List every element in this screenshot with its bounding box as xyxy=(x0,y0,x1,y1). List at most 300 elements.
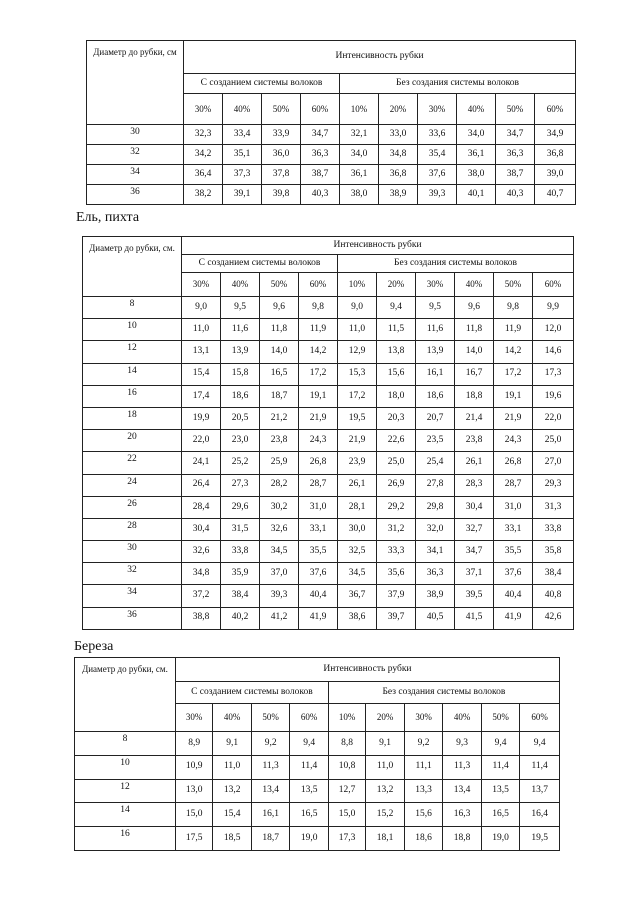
table-row xyxy=(75,803,560,827)
table-row xyxy=(83,452,574,474)
percent-with-header: 30% xyxy=(184,94,223,125)
value-cell: 35,5 xyxy=(494,541,533,563)
value-cell: 17,4 xyxy=(182,385,221,407)
value-cell: 14,0 xyxy=(260,341,299,363)
percent-with-header: 60% xyxy=(299,273,338,297)
value-cell: 18,6 xyxy=(221,385,260,407)
diameter-cell: 8 xyxy=(75,732,176,756)
percent-with-header: 40% xyxy=(213,704,252,732)
value-cell: 31,0 xyxy=(299,496,338,518)
value-cell: 23,8 xyxy=(455,430,494,452)
value-cell: 35,5 xyxy=(299,541,338,563)
percent-without-header: 60% xyxy=(520,704,560,732)
intensity-header: Интенсивность рубки xyxy=(182,237,574,255)
value-cell: 16,5 xyxy=(481,803,520,827)
value-cell: 26,1 xyxy=(338,474,377,496)
value-cell: 13,8 xyxy=(377,341,416,363)
value-cell: 37,1 xyxy=(455,563,494,585)
value-cell: 14,2 xyxy=(494,341,533,363)
value-cell: 17,5 xyxy=(175,827,212,851)
table-row xyxy=(83,518,574,540)
header-row xyxy=(87,41,576,74)
value-cell: 39,3 xyxy=(418,185,457,205)
table-row xyxy=(83,607,574,629)
value-cell: 33,3 xyxy=(377,541,416,563)
value-cell: 18,8 xyxy=(455,385,494,407)
value-cell: 17,2 xyxy=(338,385,377,407)
value-cell: 18,1 xyxy=(366,827,405,851)
diameter-header: Диаметр до рубки, см. xyxy=(75,658,176,732)
value-cell: 12,0 xyxy=(533,319,574,341)
value-cell: 15,4 xyxy=(182,363,221,385)
value-cell: 38,9 xyxy=(416,585,455,607)
value-cell: 41,5 xyxy=(455,607,494,629)
value-cell: 19,9 xyxy=(182,407,221,429)
value-cell: 9,4 xyxy=(377,297,416,319)
percent-with-header: 40% xyxy=(223,94,262,125)
percent-without-header: 30% xyxy=(416,273,455,297)
header-row xyxy=(75,658,560,682)
diameter-cell: 36 xyxy=(83,607,182,629)
value-cell: 39,0 xyxy=(535,165,576,185)
value-cell: 23,8 xyxy=(260,430,299,452)
value-cell: 9,4 xyxy=(520,732,560,756)
value-cell: 40,4 xyxy=(299,585,338,607)
diameter-cell: 10 xyxy=(75,755,176,779)
value-cell: 9,5 xyxy=(221,297,260,319)
table-row xyxy=(87,165,576,185)
value-cell: 38,0 xyxy=(457,165,496,185)
volume-table-spruce-fir xyxy=(82,236,574,630)
percent-without-header: 50% xyxy=(481,704,520,732)
group-without-trails-header: Без создания системы волоков xyxy=(338,255,574,273)
value-cell: 37,3 xyxy=(223,165,262,185)
value-cell: 26,4 xyxy=(182,474,221,496)
value-cell: 33,8 xyxy=(533,518,574,540)
value-cell: 34,0 xyxy=(457,125,496,145)
value-cell: 36,8 xyxy=(379,165,418,185)
value-cell: 10,8 xyxy=(328,755,365,779)
value-cell: 9,2 xyxy=(251,732,290,756)
value-cell: 37,8 xyxy=(262,165,301,185)
group-with-trails-header: С созданием системы волоков xyxy=(175,682,328,704)
value-cell: 15,8 xyxy=(221,363,260,385)
value-cell: 9,1 xyxy=(213,732,252,756)
percent-with-header: 30% xyxy=(175,704,212,732)
value-cell: 36,3 xyxy=(301,145,340,165)
value-cell: 9,1 xyxy=(366,732,405,756)
diameter-cell: 16 xyxy=(75,827,176,851)
value-cell: 32,0 xyxy=(416,518,455,540)
volume-table-birch xyxy=(74,657,560,851)
value-cell: 31,2 xyxy=(377,518,416,540)
value-cell: 20,3 xyxy=(377,407,416,429)
value-cell: 41,2 xyxy=(260,607,299,629)
value-cell: 11,1 xyxy=(404,755,443,779)
value-cell: 34,8 xyxy=(379,145,418,165)
value-cell: 26,8 xyxy=(299,452,338,474)
value-cell: 18,7 xyxy=(251,827,290,851)
diameter-cell: 24 xyxy=(83,474,182,496)
value-cell: 33,1 xyxy=(494,518,533,540)
percent-with-header: 60% xyxy=(301,94,340,125)
value-cell: 34,9 xyxy=(535,125,576,145)
value-cell: 9,8 xyxy=(299,297,338,319)
diameter-cell: 16 xyxy=(83,385,182,407)
table-row xyxy=(83,541,574,563)
value-cell: 11,6 xyxy=(416,319,455,341)
value-cell: 38,7 xyxy=(301,165,340,185)
value-cell: 35,6 xyxy=(377,563,416,585)
table-row xyxy=(83,385,574,407)
percent-with-header: 60% xyxy=(290,704,329,732)
table-row xyxy=(83,496,574,518)
value-cell: 11,0 xyxy=(338,319,377,341)
value-cell: 37,9 xyxy=(377,585,416,607)
value-cell: 24,1 xyxy=(182,452,221,474)
group-without-trails-header: Без создания системы волоков xyxy=(340,74,576,94)
percent-without-header: 10% xyxy=(328,704,365,732)
value-cell: 34,7 xyxy=(455,541,494,563)
diameter-cell: 34 xyxy=(83,585,182,607)
value-cell: 35,8 xyxy=(533,541,574,563)
value-cell: 20,5 xyxy=(221,407,260,429)
value-cell: 28,1 xyxy=(338,496,377,518)
value-cell: 13,7 xyxy=(520,779,560,803)
diameter-cell: 34 xyxy=(87,165,184,185)
value-cell: 30,4 xyxy=(182,518,221,540)
diameter-cell: 32 xyxy=(83,563,182,585)
value-cell: 19,1 xyxy=(494,385,533,407)
value-cell: 30,2 xyxy=(260,496,299,518)
table-row xyxy=(83,474,574,496)
value-cell: 11,8 xyxy=(260,319,299,341)
value-cell: 14,0 xyxy=(455,341,494,363)
value-cell: 9,0 xyxy=(182,297,221,319)
value-cell: 13,1 xyxy=(182,341,221,363)
value-cell: 26,1 xyxy=(455,452,494,474)
value-cell: 13,9 xyxy=(221,341,260,363)
group-without-trails-header: Без создания системы волоков xyxy=(328,682,559,704)
diameter-cell: 26 xyxy=(83,496,182,518)
value-cell: 16,4 xyxy=(520,803,560,827)
value-cell: 22,6 xyxy=(377,430,416,452)
diameter-header: Диаметр до рубки, см. xyxy=(83,237,182,297)
value-cell: 32,5 xyxy=(338,541,377,563)
percent-with-header: 50% xyxy=(262,94,301,125)
percent-with-header: 40% xyxy=(221,273,260,297)
table-row xyxy=(75,779,560,803)
value-cell: 13,3 xyxy=(404,779,443,803)
value-cell: 36,7 xyxy=(338,585,377,607)
diameter-cell: 22 xyxy=(83,452,182,474)
value-cell: 40,5 xyxy=(416,607,455,629)
value-cell: 35,4 xyxy=(418,145,457,165)
percent-without-header: 10% xyxy=(340,94,379,125)
value-cell: 9,4 xyxy=(481,732,520,756)
value-cell: 37,6 xyxy=(418,165,457,185)
value-cell: 15,0 xyxy=(175,803,212,827)
value-cell: 11,4 xyxy=(520,755,560,779)
value-cell: 35,1 xyxy=(223,145,262,165)
value-cell: 28,3 xyxy=(455,474,494,496)
value-cell: 28,7 xyxy=(494,474,533,496)
value-cell: 9,6 xyxy=(260,297,299,319)
table-row xyxy=(83,319,574,341)
value-cell: 39,5 xyxy=(455,585,494,607)
value-cell: 34,5 xyxy=(260,541,299,563)
value-cell: 39,8 xyxy=(262,185,301,205)
value-cell: 39,1 xyxy=(223,185,262,205)
value-cell: 37,0 xyxy=(260,563,299,585)
value-cell: 14,6 xyxy=(533,341,574,363)
value-cell: 36,0 xyxy=(262,145,301,165)
value-cell: 11,0 xyxy=(213,755,252,779)
value-cell: 18,5 xyxy=(213,827,252,851)
header-row xyxy=(83,237,574,255)
value-cell: 33,9 xyxy=(262,125,301,145)
value-cell: 21,4 xyxy=(455,407,494,429)
value-cell: 26,9 xyxy=(377,474,416,496)
value-cell: 11,5 xyxy=(377,319,416,341)
value-cell: 11,3 xyxy=(251,755,290,779)
value-cell: 11,3 xyxy=(443,755,482,779)
value-cell: 34,7 xyxy=(496,125,535,145)
diameter-cell: 32 xyxy=(87,145,184,165)
value-cell: 36,1 xyxy=(457,145,496,165)
value-cell: 18,8 xyxy=(443,827,482,851)
value-cell: 23,5 xyxy=(416,430,455,452)
value-cell: 12,9 xyxy=(338,341,377,363)
value-cell: 24,3 xyxy=(299,430,338,452)
value-cell: 32,6 xyxy=(260,518,299,540)
diameter-cell: 8 xyxy=(83,297,182,319)
value-cell: 19,5 xyxy=(520,827,560,851)
value-cell: 27,8 xyxy=(416,474,455,496)
value-cell: 36,3 xyxy=(416,563,455,585)
value-cell: 34,8 xyxy=(182,563,221,585)
value-cell: 35,9 xyxy=(221,563,260,585)
value-cell: 11,9 xyxy=(299,319,338,341)
value-cell: 13,5 xyxy=(481,779,520,803)
value-cell: 33,1 xyxy=(299,518,338,540)
value-cell: 38,2 xyxy=(184,185,223,205)
value-cell: 10,9 xyxy=(175,755,212,779)
value-cell: 13,2 xyxy=(213,779,252,803)
percent-with-header: 50% xyxy=(251,704,290,732)
value-cell: 27,0 xyxy=(533,452,574,474)
table-row xyxy=(83,341,574,363)
value-cell: 36,1 xyxy=(340,165,379,185)
value-cell: 29,2 xyxy=(377,496,416,518)
value-cell: 13,2 xyxy=(366,779,405,803)
value-cell: 38,8 xyxy=(182,607,221,629)
value-cell: 34,0 xyxy=(340,145,379,165)
value-cell: 31,5 xyxy=(221,518,260,540)
value-cell: 40,7 xyxy=(535,185,576,205)
value-cell: 20,7 xyxy=(416,407,455,429)
value-cell: 17,2 xyxy=(494,363,533,385)
table-row xyxy=(75,732,560,756)
value-cell: 37,6 xyxy=(494,563,533,585)
value-cell: 38,6 xyxy=(338,607,377,629)
value-cell: 16,7 xyxy=(455,363,494,385)
value-cell: 19,0 xyxy=(290,827,329,851)
value-cell: 11,4 xyxy=(290,755,329,779)
value-cell: 40,1 xyxy=(457,185,496,205)
value-cell: 15,6 xyxy=(377,363,416,385)
value-cell: 40,8 xyxy=(533,585,574,607)
value-cell: 11,0 xyxy=(182,319,221,341)
value-cell: 11,8 xyxy=(455,319,494,341)
value-cell: 40,3 xyxy=(496,185,535,205)
diameter-cell: 18 xyxy=(83,407,182,429)
value-cell: 11,0 xyxy=(366,755,405,779)
value-cell: 31,0 xyxy=(494,496,533,518)
percent-without-header: 40% xyxy=(443,704,482,732)
value-cell: 30,4 xyxy=(455,496,494,518)
value-cell: 21,9 xyxy=(494,407,533,429)
value-cell: 9,6 xyxy=(455,297,494,319)
value-cell: 19,5 xyxy=(338,407,377,429)
percent-without-header: 40% xyxy=(457,94,496,125)
value-cell: 18,7 xyxy=(260,385,299,407)
value-cell: 28,2 xyxy=(260,474,299,496)
value-cell: 13,4 xyxy=(443,779,482,803)
value-cell: 16,5 xyxy=(260,363,299,385)
value-cell: 33,4 xyxy=(223,125,262,145)
value-cell: 15,6 xyxy=(404,803,443,827)
value-cell: 25,2 xyxy=(221,452,260,474)
value-cell: 21,2 xyxy=(260,407,299,429)
section-title-spruce-fir: Ель, пихта xyxy=(76,210,140,225)
table-row xyxy=(87,125,576,145)
percent-without-header: 50% xyxy=(494,273,533,297)
value-cell: 11,6 xyxy=(221,319,260,341)
value-cell: 19,6 xyxy=(533,385,574,407)
value-cell: 29,3 xyxy=(533,474,574,496)
value-cell: 32,1 xyxy=(340,125,379,145)
value-cell: 18,6 xyxy=(416,385,455,407)
value-cell: 13,0 xyxy=(175,779,212,803)
group-with-trails-header: С созданием системы волоков xyxy=(182,255,338,273)
intensity-header: Интенсивность рубки xyxy=(175,658,559,682)
table-row xyxy=(75,755,560,779)
value-cell: 30,0 xyxy=(338,518,377,540)
table-row xyxy=(83,563,574,585)
value-cell: 38,0 xyxy=(340,185,379,205)
value-cell: 27,3 xyxy=(221,474,260,496)
value-cell: 33,6 xyxy=(418,125,457,145)
value-cell: 32,3 xyxy=(184,125,223,145)
diameter-cell: 36 xyxy=(87,185,184,205)
intensity-header: Интенсивность рубки xyxy=(184,41,576,74)
value-cell: 23,0 xyxy=(221,430,260,452)
value-cell: 39,3 xyxy=(260,585,299,607)
table-row xyxy=(83,363,574,385)
value-cell: 9,3 xyxy=(443,732,482,756)
percent-without-header: 50% xyxy=(496,94,535,125)
value-cell: 25,0 xyxy=(533,430,574,452)
value-cell: 25,0 xyxy=(377,452,416,474)
percent-with-header: 50% xyxy=(260,273,299,297)
value-cell: 19,0 xyxy=(481,827,520,851)
value-cell: 34,2 xyxy=(184,145,223,165)
value-cell: 41,9 xyxy=(494,607,533,629)
value-cell: 15,2 xyxy=(366,803,405,827)
table-row xyxy=(75,827,560,851)
diameter-cell: 12 xyxy=(75,779,176,803)
value-cell: 15,3 xyxy=(338,363,377,385)
percent-without-header: 20% xyxy=(379,94,418,125)
value-cell: 36,4 xyxy=(184,165,223,185)
value-cell: 9,2 xyxy=(404,732,443,756)
value-cell: 34,5 xyxy=(338,563,377,585)
table-row xyxy=(83,585,574,607)
value-cell: 31,3 xyxy=(533,496,574,518)
value-cell: 16,1 xyxy=(416,363,455,385)
value-cell: 9,4 xyxy=(290,732,329,756)
value-cell: 38,7 xyxy=(496,165,535,185)
value-cell: 13,9 xyxy=(416,341,455,363)
value-cell: 9,9 xyxy=(533,297,574,319)
value-cell: 40,2 xyxy=(221,607,260,629)
value-cell: 13,4 xyxy=(251,779,290,803)
value-cell: 36,8 xyxy=(535,145,576,165)
percent-without-header: 20% xyxy=(377,273,416,297)
percent-without-header: 60% xyxy=(533,273,574,297)
value-cell: 37,2 xyxy=(182,585,221,607)
value-cell: 16,1 xyxy=(251,803,290,827)
table-row xyxy=(87,185,576,205)
value-cell: 41,9 xyxy=(299,607,338,629)
value-cell: 15,0 xyxy=(328,803,365,827)
value-cell: 33,8 xyxy=(221,541,260,563)
value-cell: 28,4 xyxy=(182,496,221,518)
percent-without-header: 20% xyxy=(366,704,405,732)
value-cell: 9,5 xyxy=(416,297,455,319)
value-cell: 25,9 xyxy=(260,452,299,474)
percent-without-header: 30% xyxy=(404,704,443,732)
percent-with-header: 30% xyxy=(182,273,221,297)
value-cell: 33,0 xyxy=(379,125,418,145)
value-cell: 18,0 xyxy=(377,385,416,407)
value-cell: 21,9 xyxy=(338,430,377,452)
value-cell: 42,6 xyxy=(533,607,574,629)
diameter-cell: 12 xyxy=(83,341,182,363)
diameter-header: Диаметр до рубки, см xyxy=(87,41,184,125)
value-cell: 34,7 xyxy=(301,125,340,145)
value-cell: 39,7 xyxy=(377,607,416,629)
table-row xyxy=(83,297,574,319)
value-cell: 29,8 xyxy=(416,496,455,518)
percent-without-header: 60% xyxy=(535,94,576,125)
value-cell: 40,3 xyxy=(301,185,340,205)
value-cell: 22,0 xyxy=(182,430,221,452)
value-cell: 32,6 xyxy=(182,541,221,563)
diameter-cell: 10 xyxy=(83,319,182,341)
value-cell: 22,0 xyxy=(533,407,574,429)
table-row xyxy=(87,145,576,165)
value-cell: 17,3 xyxy=(533,363,574,385)
percent-without-header: 10% xyxy=(338,273,377,297)
value-cell: 23,9 xyxy=(338,452,377,474)
value-cell: 40,4 xyxy=(494,585,533,607)
value-cell: 8,9 xyxy=(175,732,212,756)
diameter-cell: 28 xyxy=(83,518,182,540)
diameter-cell: 20 xyxy=(83,430,182,452)
value-cell: 26,8 xyxy=(494,452,533,474)
